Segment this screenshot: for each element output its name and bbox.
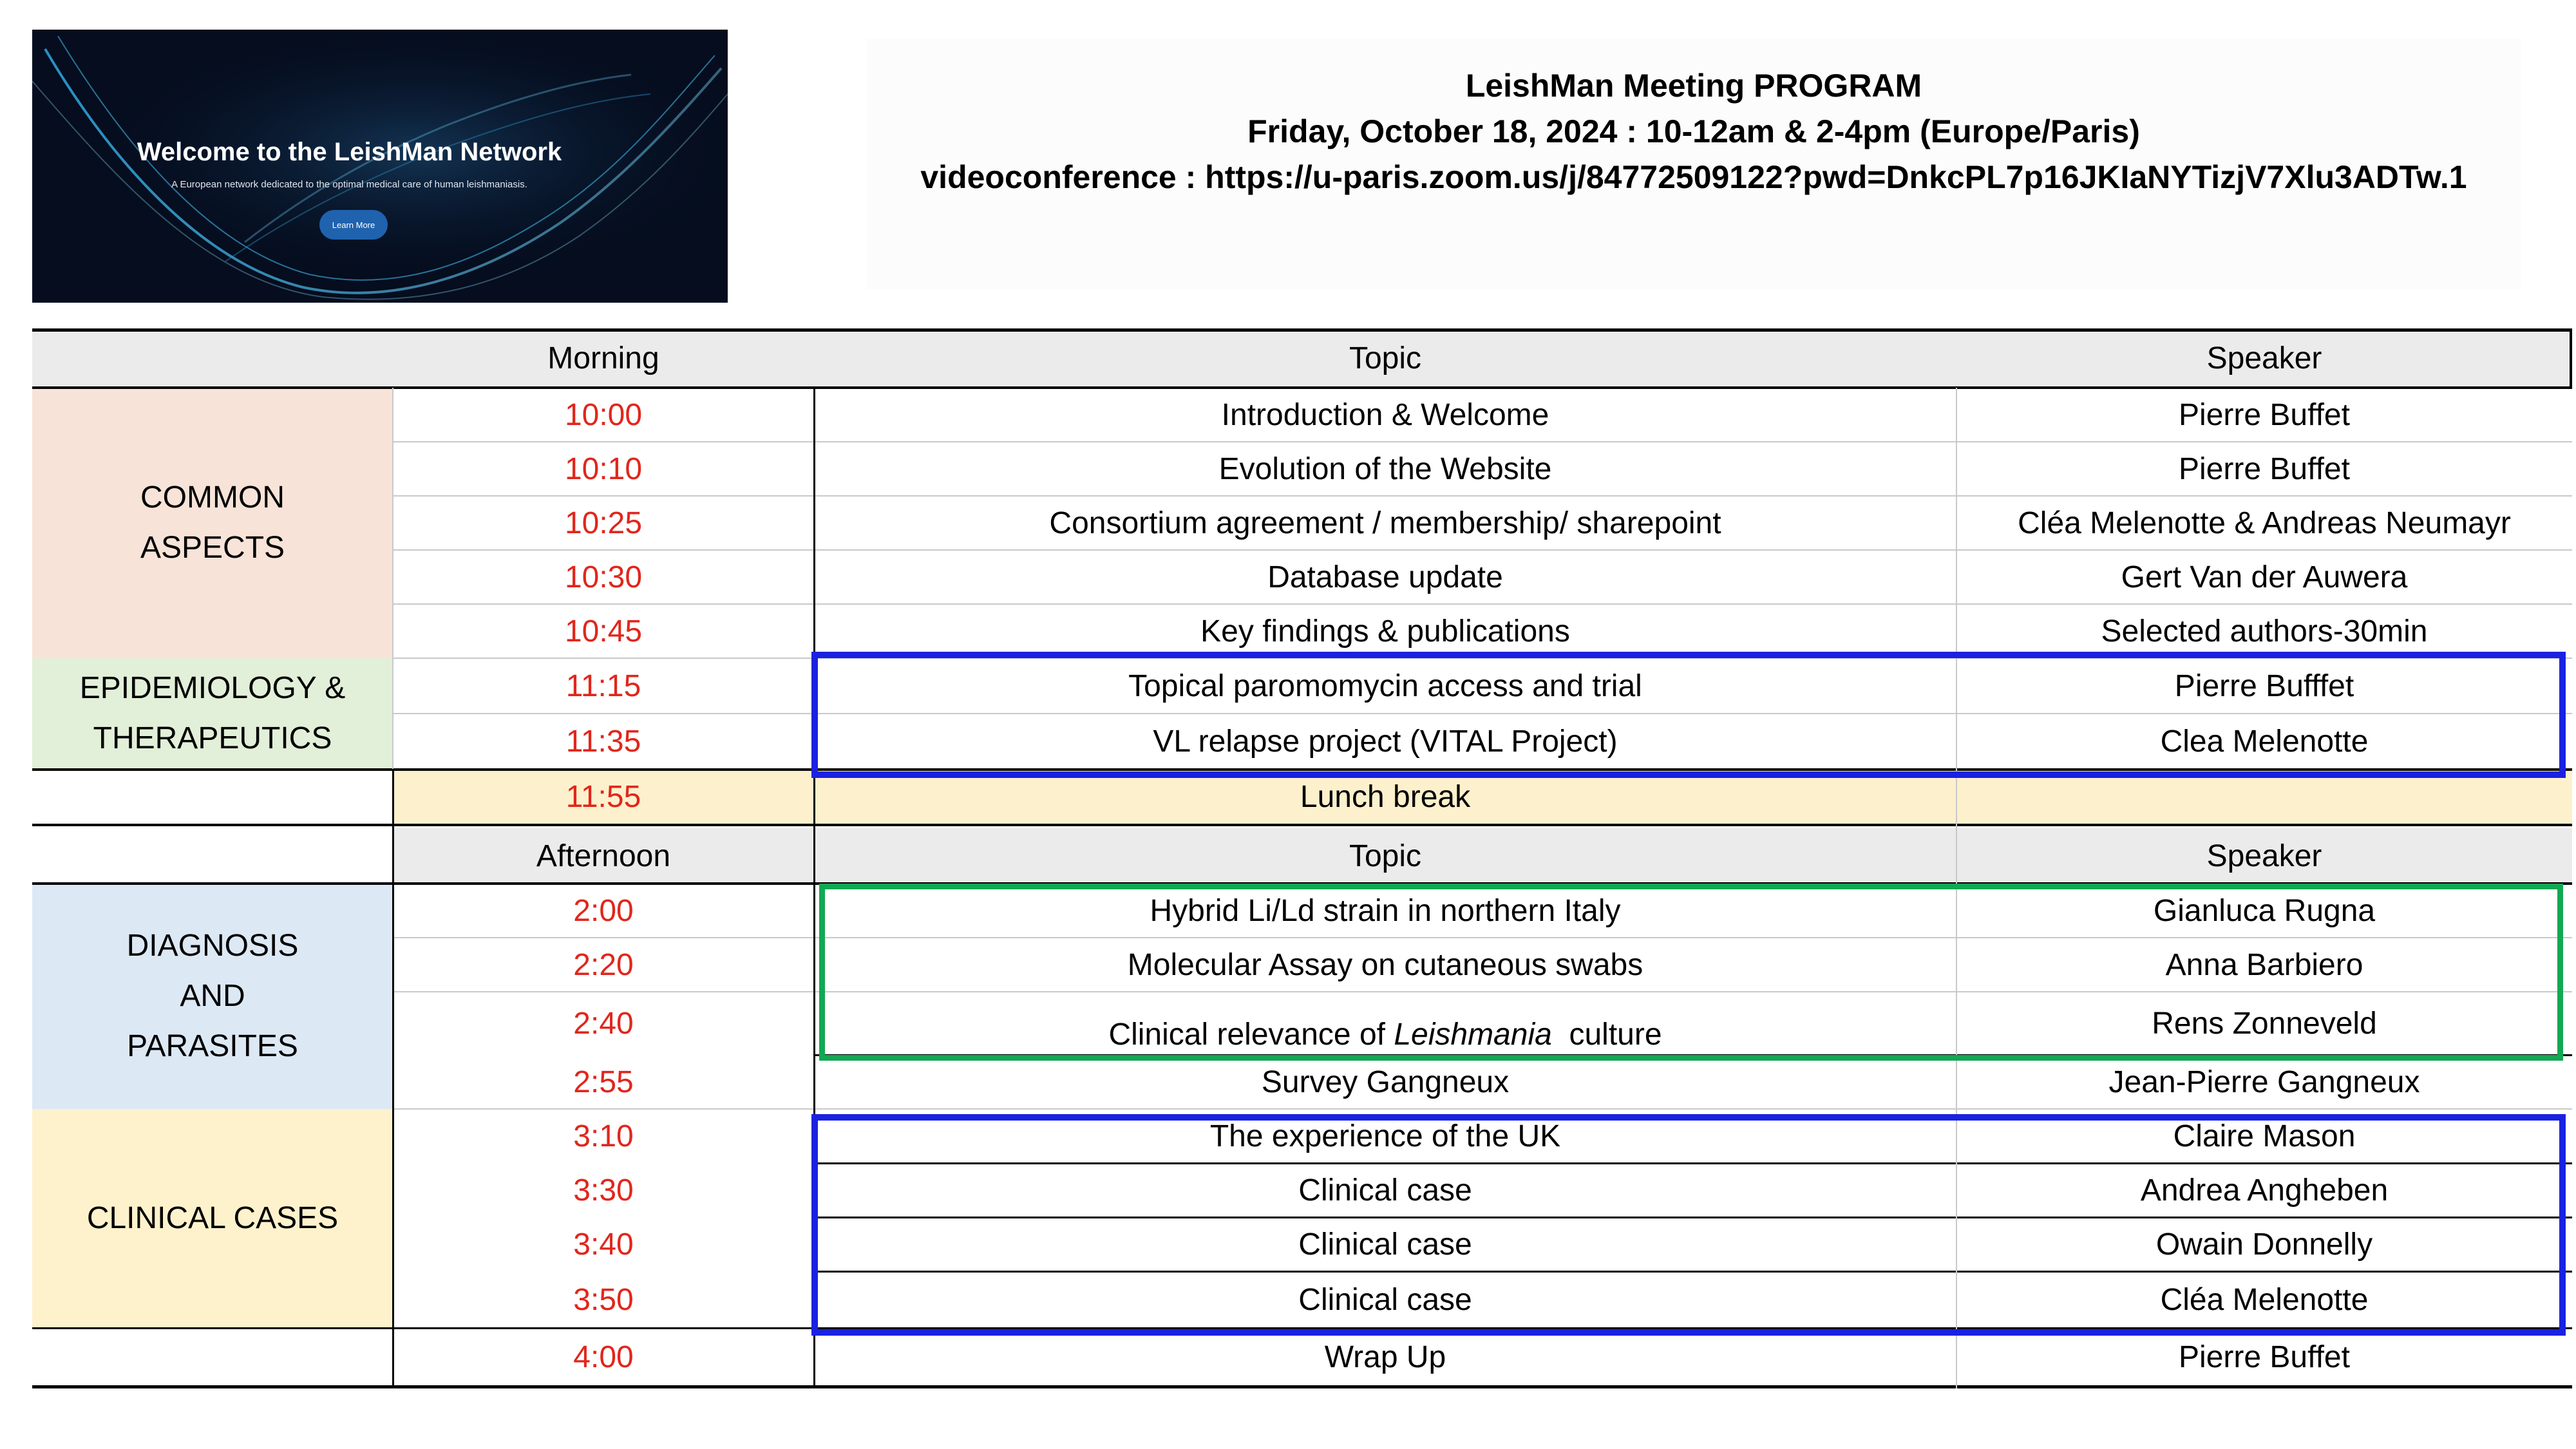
row-divider xyxy=(393,495,2572,497)
row-time: 10:25 xyxy=(564,506,643,540)
row-speaker: Rens Zonneveld xyxy=(2152,1006,2377,1041)
row-divider xyxy=(393,658,2572,659)
column-divider xyxy=(1956,388,1957,1388)
row-divider xyxy=(814,1054,2572,1056)
table-rule xyxy=(32,386,2572,389)
program-header xyxy=(866,39,2521,290)
row-speaker: Pierre Buffet xyxy=(2179,1340,2350,1374)
row-divider xyxy=(393,991,2572,992)
topic-text: Clinical relevance of xyxy=(1108,1018,1394,1052)
row-time: 2:20 xyxy=(573,947,634,982)
category-epidemiology xyxy=(32,658,393,769)
row-divider xyxy=(393,603,2572,605)
row-topic: Molecular Assay on cutaneous swabs xyxy=(1127,947,1643,982)
row-topic: Consortium agreement / membership/ sharepoint xyxy=(1049,506,1721,540)
row-divider xyxy=(814,1271,2572,1273)
row-speaker: Selected authors-30min xyxy=(2101,614,2428,649)
row-time: 4:00 xyxy=(573,1340,634,1374)
row-speaker: Pierre Bufffet xyxy=(2174,668,2354,703)
table-border xyxy=(32,328,2572,332)
row-speaker: Owain Donnelly xyxy=(2155,1227,2373,1262)
row-speaker: Cléa Melenotte & Andreas Neumayr xyxy=(2018,506,2511,540)
table-rule xyxy=(32,882,2572,885)
row-topic: Key findings & publications xyxy=(1200,614,1570,649)
afternoon-header-session: Afternoon xyxy=(536,838,671,873)
row-divider xyxy=(393,1108,2572,1110)
row-topic: Survey Gangneux xyxy=(1261,1065,1510,1099)
row-divider xyxy=(393,549,2572,551)
category-label: COMMON xyxy=(140,480,285,515)
row-topic: Introduction & Welcome xyxy=(1221,397,1549,432)
row-time: 11:15 xyxy=(565,668,641,703)
column-divider xyxy=(392,388,393,769)
topic-text: culture xyxy=(1551,1018,1662,1052)
morning-header-session: Morning xyxy=(547,341,659,375)
program-table xyxy=(32,328,2572,1388)
banner-title: Welcome to the LeishMan Network xyxy=(137,138,562,166)
morning-header-topic: Topic xyxy=(1349,341,1422,375)
category-label: EPIDEMIOLOGY & xyxy=(79,671,346,705)
row-speaker: Clea Melenotte xyxy=(2160,724,2369,759)
row-speaker: Andrea Angheben xyxy=(2140,1173,2389,1208)
program-date: Friday, October 18, 2024 : 10-12am & 2-4pm (Europe/Paris) xyxy=(1247,113,2140,149)
category-label: CLINICAL CASES xyxy=(86,1201,339,1235)
row-time: 10:30 xyxy=(564,560,643,594)
row-time: 3:50 xyxy=(573,1282,634,1317)
row-time: 10:45 xyxy=(564,614,643,649)
lunch-time: 11:55 xyxy=(565,779,641,814)
row-speaker: Pierre Buffet xyxy=(2179,451,2350,486)
row-time: 11:35 xyxy=(565,724,641,759)
table-rule xyxy=(32,1327,2572,1329)
row-topic: Database update xyxy=(1267,560,1503,594)
table-border xyxy=(32,1385,2572,1388)
row-speaker: Jean-Pierre Gangneux xyxy=(2108,1065,2420,1099)
row-topic: Evolution of the Website xyxy=(1218,451,1552,486)
row-speaker: Gert Van der Auwera xyxy=(2121,560,2408,594)
category-common-aspects xyxy=(32,388,393,658)
category-clinical-cases xyxy=(32,1109,393,1328)
category-diagnosis-parasites xyxy=(32,884,393,1109)
morning-header-speaker: Speaker xyxy=(2206,341,2322,375)
lunch-topic: Lunch break xyxy=(1300,779,1471,814)
row-topic: Topical paromomycin access and trial xyxy=(1128,668,1642,703)
row-divider xyxy=(814,1162,2572,1164)
row-topic: Clinical case xyxy=(1298,1282,1472,1317)
category-label: AND xyxy=(180,979,245,1013)
row-topic: Wrap Up xyxy=(1324,1340,1446,1374)
column-divider xyxy=(392,769,394,1388)
row-divider xyxy=(393,937,2572,938)
videoconference-link[interactable]: videoconference : https://u-paris.zoom.us/j/84772509122?pwd=DnkcPL7p16JKIaNYTizjV7Xlu3ADTw.1 xyxy=(920,159,2467,195)
welcome-banner xyxy=(32,30,728,303)
row-time: 2:40 xyxy=(573,1006,634,1041)
column-divider xyxy=(813,388,815,1388)
row-topic: Clinical case xyxy=(1298,1227,1472,1262)
row-divider xyxy=(393,441,2572,442)
table-rule xyxy=(32,768,2572,771)
row-divider xyxy=(814,1217,2572,1218)
category-label: DIAGNOSIS xyxy=(126,929,299,963)
lunch-speaker xyxy=(1956,769,2572,824)
row-divider xyxy=(393,713,2572,714)
category-label: ASPECTS xyxy=(140,531,285,565)
table-rule xyxy=(32,824,2572,826)
row-topic: The experience of the UK xyxy=(1209,1119,1561,1153)
category-label: THERAPEUTICS xyxy=(93,721,332,755)
afternoon-header-topic: Topic xyxy=(1349,838,1422,873)
row-speaker: Claire Mason xyxy=(2173,1119,2356,1153)
row-speaker: Gianluca Rugna xyxy=(2153,893,2376,928)
learn-more-button[interactable]: Learn More xyxy=(319,210,388,240)
column-divider xyxy=(2570,328,2572,388)
row-speaker: Anna Barbiero xyxy=(2165,947,2363,982)
category-label: PARASITES xyxy=(127,1029,298,1063)
program-title: LeishMan Meeting PROGRAM xyxy=(1465,68,1922,104)
row-time: 3:30 xyxy=(573,1173,634,1208)
afternoon-header-speaker: Speaker xyxy=(2206,838,2322,873)
row-time: 10:10 xyxy=(564,451,643,486)
row-speaker: Cléa Melenotte xyxy=(2160,1282,2369,1317)
row-time: 10:00 xyxy=(564,397,643,432)
row-time: 3:40 xyxy=(573,1227,634,1262)
row-speaker: Pierre Buffet xyxy=(2179,397,2350,432)
topic-italic-text: Leishmania xyxy=(1394,1018,1552,1052)
row-time: 3:10 xyxy=(573,1119,634,1153)
banner-subtitle: A European network dedicated to the optimal medical care of human leishmaniasis. xyxy=(171,179,527,190)
row-time: 2:00 xyxy=(573,893,634,928)
row-topic: VL relapse project (VITAL Project) xyxy=(1153,724,1618,759)
row-topic: Hybrid Li/Ld strain in northern Italy xyxy=(1150,893,1621,928)
row-topic: Clinical case xyxy=(1298,1173,1472,1208)
row-time: 2:55 xyxy=(573,1065,634,1099)
row-topic xyxy=(814,992,1956,1055)
